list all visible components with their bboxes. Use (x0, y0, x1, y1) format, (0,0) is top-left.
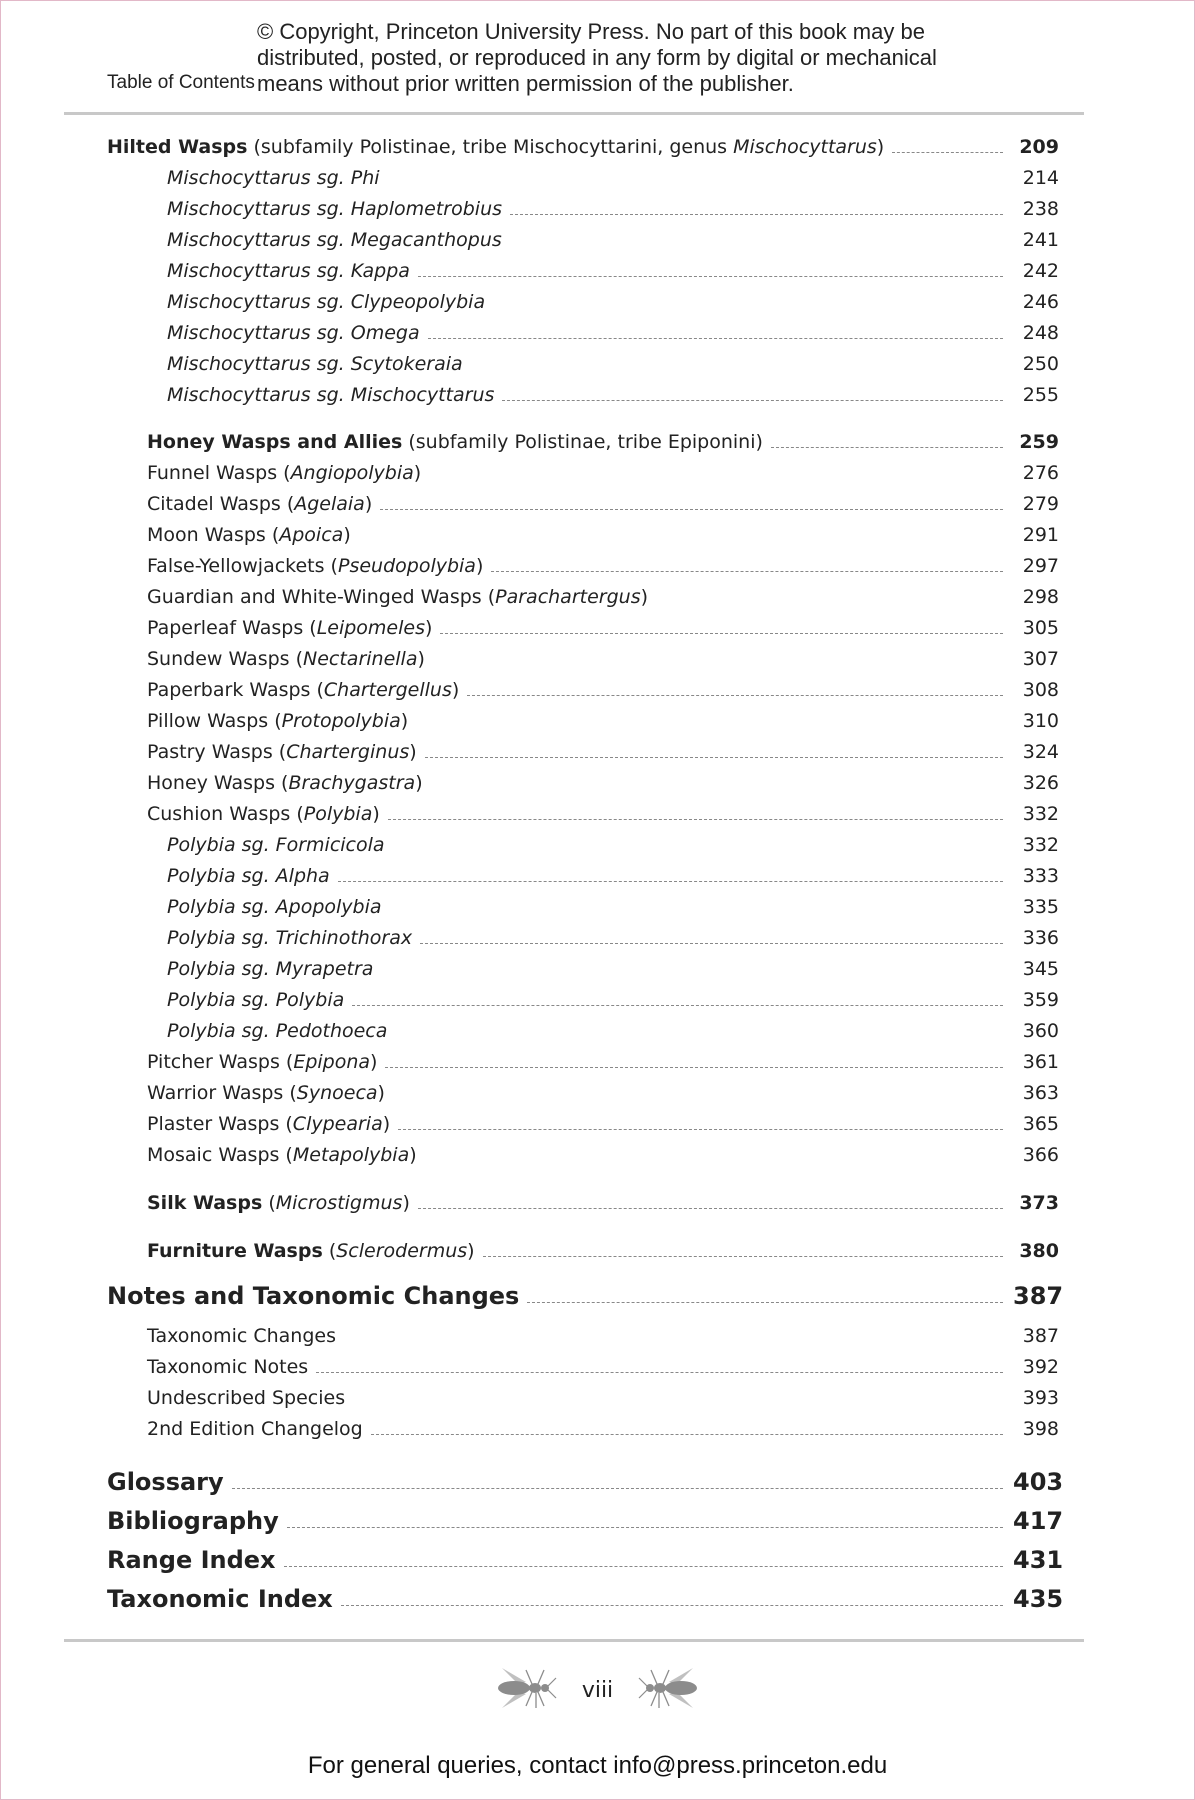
toc-entry-page: 373 (1019, 1192, 1059, 1214)
toc-entry-title-part: ) (413, 462, 422, 484)
toc-entry-title-part: ) (451, 679, 460, 701)
toc-entry-title-part: Pseudopolybia (337, 555, 476, 577)
toc-entry (147, 1232, 1059, 1263)
toc-entry-title-part: Mischocyttarus sg. Clypeopolybia (167, 291, 486, 313)
toc-entry-page: 392 (1022, 1356, 1059, 1378)
toc-entry-title-part: ( (322, 1240, 337, 1262)
dot-leader (440, 633, 1003, 634)
toc-entry (147, 1074, 1059, 1105)
toc-entry-title-part: Mischocyttarus sg. Megacanthopus (167, 229, 502, 251)
toc-entry (147, 454, 1059, 485)
toc-entry-title-part: False-Yellowjackets ( (147, 555, 338, 577)
dot-leader (428, 338, 1003, 339)
toc-entry-title-part: ) (409, 1144, 417, 1166)
toc-entry-page: 387 (1022, 1325, 1059, 1347)
dot-leader (341, 1605, 1003, 1606)
toc-entry-page: 361 (1022, 1051, 1059, 1073)
toc-entry-title-part: Polybia sg. Myrapetra (167, 958, 374, 980)
copyright-line: means without prior written permission of the publisher. (257, 71, 794, 96)
toc-entry-page: 297 (1022, 555, 1059, 577)
toc-entry (107, 1539, 1064, 1575)
toc-entry (167, 314, 1059, 345)
toc-entry-page: 307 (1022, 648, 1059, 670)
toc-entry-title-part: ) (417, 648, 425, 670)
toc-entry-title (147, 647, 425, 671)
toc-entry-page: 332 (1022, 803, 1059, 825)
toc-entry (147, 1184, 1059, 1215)
toc-entry-title (147, 1417, 363, 1441)
toc-entry-page: 333 (1022, 865, 1059, 887)
toc-entry-title (167, 259, 410, 283)
toc-entry-page: 250 (1022, 353, 1059, 375)
dot-leader (527, 1302, 1003, 1303)
wasp-icon (492, 1662, 558, 1718)
toc-entry-title-part: Taxonomic Index (107, 1585, 333, 1613)
toc-entry-page: 241 (1022, 229, 1059, 251)
toc-entry-page: 255 (1022, 384, 1059, 406)
toc-entry (147, 1348, 1059, 1379)
toc-entry-title (147, 678, 459, 702)
toc-entry (147, 1136, 1059, 1167)
page-number: viii (581, 1677, 614, 1703)
toc-entry-title (147, 771, 423, 795)
toc-entry-title (167, 321, 420, 345)
bottom-rule (64, 1639, 1084, 1642)
toc-entry-title-part: Cushion Wasps ( (147, 803, 304, 825)
dot-leader (483, 1256, 1003, 1257)
toc-entry-title-part: ) (415, 772, 423, 794)
toc-entry-title (107, 1506, 279, 1536)
toc-entry-title-part: Silk Wasps (147, 1192, 263, 1214)
toc-entry-title-part: ) (370, 1051, 378, 1073)
toc-entry-title-part: Polybia sg. Alpha (167, 865, 330, 887)
toc-entry-title-part: (subfamily Polistinae, tribe Epiponini) (402, 431, 763, 453)
dot-leader (388, 819, 1003, 820)
toc-entry-title-part: Honey Wasps ( (147, 772, 289, 794)
toc-entry-title (167, 864, 330, 888)
toc-entry-page: 431 (1013, 1546, 1064, 1574)
toc-entry-title-part: ) (382, 1113, 391, 1135)
toc-entry-title-part: Charterginus (286, 741, 410, 763)
toc-entry (147, 1105, 1059, 1136)
toc-entry-title-part: Sundew Wasps ( (147, 648, 303, 670)
toc-entry-page: 360 (1022, 1020, 1059, 1042)
toc-entry-title (147, 1239, 475, 1263)
toc-entry-page: 380 (1019, 1240, 1059, 1262)
toc-entry-title-part: Polybia sg. Trichinothorax (167, 927, 413, 949)
toc-entry-title-part: Mischocyttarus sg. Kappa (167, 260, 410, 282)
toc-entry-page: 259 (1019, 431, 1059, 453)
toc-entry-title-part: Citadel Wasps ( (147, 493, 295, 515)
toc-entry-title-part: Chartergellus (323, 679, 452, 701)
toc-entry-title-part: Polybia (303, 803, 373, 825)
dot-leader (352, 1005, 1003, 1006)
toc-entry-page: 246 (1022, 291, 1059, 313)
toc-entry (167, 252, 1059, 283)
toc-entry-page: 365 (1022, 1113, 1059, 1135)
dot-leader (771, 447, 1003, 448)
toc-entry-title (107, 1281, 519, 1311)
toc-entry-page: 332 (1022, 834, 1059, 856)
toc-entry-page: 291 (1022, 524, 1059, 546)
toc-entry (147, 733, 1059, 764)
toc-entry (167, 950, 1059, 981)
toc-entry-title-part: Mischocyttarus sg. Scytokeraia (167, 353, 463, 375)
toc-entry-title-part: ) (400, 710, 409, 732)
toc-entry-title-part: Warrior Wasps ( (147, 1082, 297, 1104)
toc-entry-title-part: Mischocyttarus (733, 136, 877, 158)
toc-entry-title (147, 1050, 377, 1074)
dot-leader (510, 214, 1003, 215)
toc-entry-title-part: Synoeca (296, 1082, 378, 1104)
toc-entry-title-part: Notes and Taxonomic Changes (107, 1282, 520, 1310)
toc-entry-page: 403 (1013, 1468, 1064, 1496)
dot-leader (385, 1067, 1003, 1068)
toc-entry-title-part: ) (377, 1082, 385, 1104)
toc-entry-title-part: Mischocyttarus sg. Mischocyttarus (167, 384, 495, 406)
toc-entry-title-part: Taxonomic Notes (147, 1356, 309, 1378)
toc-entry-title (147, 1112, 390, 1136)
toc-entry (147, 1043, 1059, 1074)
toc-entry-page: 366 (1022, 1144, 1059, 1166)
toc-entry-title-part: ) (372, 803, 380, 825)
toc-entry-title (167, 957, 373, 981)
dot-leader (316, 1372, 1003, 1373)
toc-entry-title (167, 290, 485, 314)
toc-entry-title (107, 1584, 333, 1614)
toc-entry (167, 981, 1059, 1012)
toc-entry (147, 485, 1059, 516)
footer-contact: For general queries, contact info@press.princeton.edu (307, 1752, 888, 1779)
toc-entry (147, 423, 1059, 454)
toc-entry-title-part: Honey Wasps and Allies (147, 431, 403, 453)
dot-leader (420, 943, 1003, 944)
dot-leader (892, 152, 1003, 153)
toc-entry-title (167, 383, 494, 407)
toc-entry-title (147, 1386, 345, 1410)
toc-entry-title-part: ) (425, 617, 433, 639)
toc-entry-page: 279 (1022, 493, 1059, 515)
toc-entry (107, 1461, 1064, 1497)
toc-entry (107, 128, 1059, 159)
toc-entry-page: 326 (1022, 772, 1059, 794)
toc-entry-title-part: Mischocyttarus sg. Haplometrobius (167, 198, 503, 220)
toc-entry (147, 578, 1059, 609)
dot-leader (398, 1129, 1003, 1130)
toc-entry-page: 324 (1022, 741, 1059, 763)
toc-entry-title-part: Bibliography (107, 1507, 279, 1535)
dot-leader (287, 1527, 1003, 1528)
toc-entry-title-part: (subfamily Polistinae, tribe Mischocyttarini, genus (247, 136, 734, 158)
toc-entry-page: 209 (1019, 136, 1059, 158)
toc-entry-title-part: ) (409, 741, 417, 763)
toc-entry-page: 387 (1013, 1282, 1064, 1310)
dot-leader (232, 1488, 1003, 1489)
toc-entry (147, 1379, 1059, 1410)
toc-entry-title-part: Leipomeles (316, 617, 425, 639)
toc-entry-title-part: Mischocyttarus sg. Phi (167, 167, 380, 189)
page-folio (0, 1660, 1195, 1720)
toc-entry-title-part: ) (343, 524, 351, 546)
toc-entry-title (107, 1545, 276, 1575)
toc-entry-title (147, 1355, 308, 1379)
toc-entry-page: 345 (1022, 958, 1059, 980)
toc-entry-page: 417 (1013, 1507, 1064, 1535)
toc-entry-title-part: Pitcher Wasps ( (147, 1051, 294, 1073)
toc-entry-title-part: Pastry Wasps ( (147, 741, 287, 763)
toc-entry-page: 242 (1022, 260, 1059, 282)
toc-entry-title-part: Mischocyttarus sg. Omega (167, 322, 420, 344)
toc-entry-title-part: Angiopolybia (290, 462, 414, 484)
toc-entry (167, 376, 1059, 407)
copyright-line: distributed, posted, or reproduced in any form by digital or mechanical (257, 45, 937, 70)
dot-leader (380, 509, 1003, 510)
toc-entry-title-part: Pillow Wasps ( (147, 710, 282, 732)
toc-entry-title (167, 833, 385, 857)
toc-entry-title-part: Plaster Wasps ( (147, 1113, 293, 1135)
toc-entry-title (147, 802, 380, 826)
toc-entry-title (167, 166, 380, 190)
toc-entry-title-part: Nectarinella (303, 648, 418, 670)
dot-leader (491, 571, 1003, 572)
toc-entry-title-part: Undescribed Species (147, 1387, 346, 1409)
toc-entry-title (167, 1019, 387, 1043)
toc-entry-page: 335 (1022, 896, 1059, 918)
toc-entry-title (147, 1324, 336, 1348)
toc-entry-title (147, 492, 372, 516)
toc-entry (147, 795, 1059, 826)
toc-entry-title (147, 1191, 410, 1215)
toc-entry-title-part: Guardian and White-Winged Wasps ( (147, 586, 496, 608)
toc-entry-title-part: Funnel Wasps ( (147, 462, 291, 484)
toc-entry-title-part: Polybia sg. Pedothoeca (167, 1020, 388, 1042)
toc-entry-title-part: Clypearia (292, 1113, 383, 1135)
toc-entry-title (167, 352, 463, 376)
toc-entry-title (147, 740, 417, 764)
toc-entry-page: 276 (1022, 462, 1059, 484)
toc-entry-title (167, 895, 382, 919)
toc-entry-title (167, 228, 502, 252)
toc-entry-title-part: Hilted Wasps (107, 136, 248, 158)
toc-entry (147, 764, 1059, 795)
toc-entry (147, 516, 1059, 547)
toc-entry (167, 345, 1059, 376)
toc-entry-title-part: Paperbark Wasps ( (147, 679, 324, 701)
toc-entry-title-part: ) (876, 136, 885, 158)
toc-entry (167, 221, 1059, 252)
toc-entry-title (147, 709, 408, 733)
toc-entry (167, 919, 1059, 950)
toc-entry (167, 283, 1059, 314)
toc-entry-page: 298 (1022, 586, 1059, 608)
toc-entry-page: 305 (1022, 617, 1059, 639)
toc-entry-title-part: Glossary (107, 1468, 224, 1496)
toc-entry-title (147, 1143, 417, 1167)
toc-entry (147, 640, 1059, 671)
toc-entry-title-part: Parachartergus (495, 586, 641, 608)
toc-entry-title-part: Furniture Wasps (147, 1240, 323, 1262)
toc-entry-title (167, 197, 502, 221)
toc-entry-title (147, 1081, 385, 1105)
toc-entry-title-part: Metapolybia (292, 1144, 410, 1166)
toc-entry (167, 159, 1059, 190)
toc-entry (147, 1410, 1059, 1441)
toc-entry-page: 308 (1022, 679, 1059, 701)
toc-entry-page: 398 (1022, 1418, 1059, 1440)
toc-entry-title-part: Paperleaf Wasps ( (147, 617, 317, 639)
toc-entry-title-part: Polybia sg. Polybia (167, 989, 345, 1011)
toc-entry-title-part: Sclerodermus (336, 1240, 468, 1262)
toc-entry-title-part: ) (364, 493, 373, 515)
toc-entry-title (167, 926, 412, 950)
running-head: Table of Contents (107, 72, 255, 93)
toc-entry-title (107, 135, 884, 159)
toc-entry-title (147, 461, 421, 485)
toc-entry-title-part: Polybia sg. Formicicola (167, 834, 385, 856)
toc-entry-title (147, 523, 351, 547)
wasp-icon (637, 1662, 703, 1718)
toc-entry-title (107, 1467, 224, 1497)
toc-entry (167, 190, 1059, 221)
dot-leader (338, 881, 1003, 882)
toc-entry-page: 435 (1013, 1585, 1064, 1613)
dot-leader (502, 400, 1003, 401)
dot-leader (284, 1566, 1003, 1567)
toc-entry-title-part: Moon Wasps ( (147, 524, 280, 546)
toc-entry-page: 214 (1022, 167, 1059, 189)
copyright-line: © Copyright, Princeton University Press. No part of this book may be (257, 19, 925, 44)
dot-leader (418, 276, 1003, 277)
toc-entry (107, 1578, 1064, 1614)
dot-leader (467, 695, 1003, 696)
toc-entry-title-part: Taxonomic Changes (147, 1325, 336, 1347)
toc-entry (107, 1500, 1064, 1536)
dot-leader (425, 757, 1003, 758)
toc-entry-page: 238 (1022, 198, 1059, 220)
toc-entry-page: 336 (1022, 927, 1059, 949)
toc-entry (147, 609, 1059, 640)
toc-entry-title-part: 2nd Edition Changelog (147, 1418, 363, 1440)
toc-entry (147, 671, 1059, 702)
toc-entry-page: 310 (1022, 710, 1059, 732)
toc-entry (147, 547, 1059, 578)
toc-entry-title-part: ) (640, 586, 649, 608)
toc-entry-title-part: Polybia sg. Apopolybia (167, 896, 382, 918)
toc-entry-title-part: Microstigmus (275, 1192, 403, 1214)
toc-entry-title-part: Protopolybia (281, 710, 401, 732)
toc-entry-title (167, 988, 344, 1012)
toc-entry-title (147, 616, 432, 640)
toc-entry-title (147, 585, 648, 609)
toc-entry-page: 393 (1022, 1387, 1059, 1409)
dot-leader (418, 1208, 1003, 1209)
toc-entry (147, 702, 1059, 733)
toc-entry-title-part: ) (467, 1240, 475, 1262)
toc-entry-page: 248 (1022, 322, 1059, 344)
toc-entry-title (147, 430, 763, 454)
toc-entry-page: 363 (1022, 1082, 1059, 1104)
toc-entry-title-part: Mosaic Wasps ( (147, 1144, 293, 1166)
dot-leader (371, 1434, 1003, 1435)
toc-entry (147, 1317, 1059, 1348)
toc-entry-title-part: Range Index (107, 1546, 276, 1574)
toc-entry-title-part: ) (402, 1192, 410, 1214)
toc-entry-title-part: Epipona (293, 1051, 371, 1073)
toc-entry-page: 359 (1022, 989, 1059, 1011)
toc-entry (167, 857, 1059, 888)
toc-entry (167, 888, 1059, 919)
toc-entry-title (147, 554, 483, 578)
toc-entry (167, 1012, 1059, 1043)
toc-entry-title-part: ( (262, 1192, 276, 1214)
toc-entry-title-part: ) (475, 555, 484, 577)
toc-entry (107, 1275, 1064, 1311)
toc-entry-title-part: Brachygastra (288, 772, 416, 794)
toc-entry (167, 826, 1059, 857)
toc-entry-title-part: Apoica (279, 524, 344, 546)
toc-entry-title-part: Agelaia (294, 493, 365, 515)
